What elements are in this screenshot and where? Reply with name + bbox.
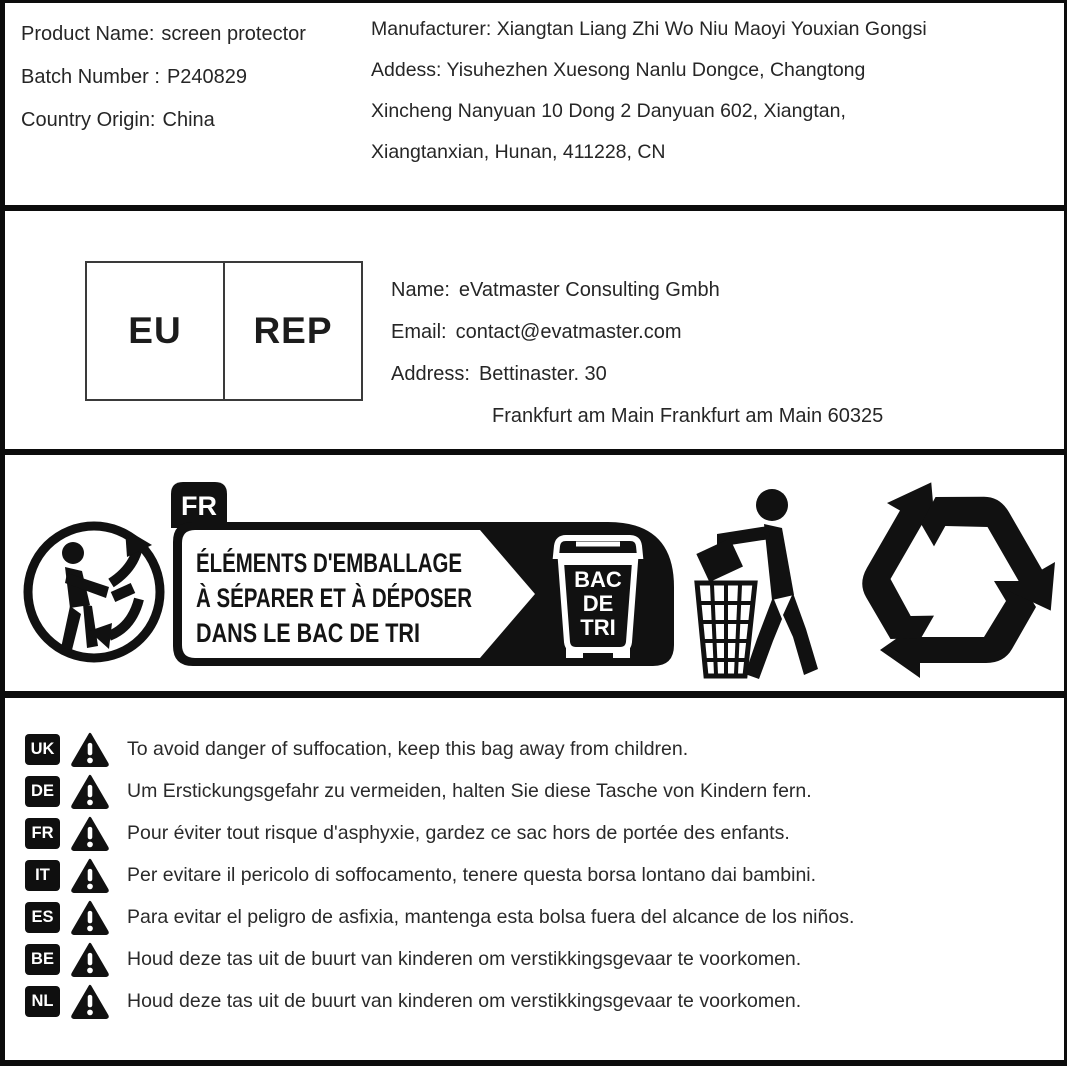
batch-number-label: Batch Number : [21,66,160,88]
section-recycling [5,455,1064,698]
lang-badge-fr: FR [25,818,60,849]
lang-badge-es: ES [25,902,60,933]
lang-badge-it: IT [25,860,60,891]
product-fields [21,13,306,142]
manufacturer-line-4: Xiangtanxian, Hunan, 411228, CN [371,141,666,163]
rep-email-label: Email: [391,321,447,343]
warning-text-de: Um Erstickungsgefahr zu vermeiden, halten Sie diese Tasche von Kindern fern. [127,779,812,802]
batch-number-value: P240829 [166,66,248,88]
warning-row-nl [5,980,1064,1022]
eu-rep-badge-left: EU [87,263,225,399]
rep-name-label: Name: [391,279,450,301]
info-tri-banner [168,482,680,674]
product-name-label: Product Name: [21,23,155,45]
rep-name-row [391,269,883,311]
product-name-row [21,13,306,56]
lang-badge-uk: UK [25,734,60,765]
recycling-mobius-icon [850,477,1058,685]
warning-text-fr: Pour éviter tout risque d'asphyxie, gardez ce sac hors de portée des enfants. [127,821,790,844]
warning-row-it [5,854,1064,896]
warning-triangle-icon [71,900,109,935]
bin-line-3: TRI [580,615,616,640]
warning-row-uk [5,728,1064,770]
banner-line-1: ÉLÉMENTS D'EMBALLAGE [196,548,548,578]
batch-number-row [21,56,306,99]
lang-badge-be: BE [25,944,60,975]
banner-line-3: DANS LE BAC DE TRI [196,618,420,648]
rep-address-label: Address: [391,363,470,385]
manufacturer-block [371,9,927,173]
rep-email-value: contact@evatmaster.com [455,321,682,343]
country-origin-row [21,99,306,142]
bin-line-1: BAC [574,567,622,592]
rep-email-row [391,311,883,353]
warning-row-fr [5,812,1064,854]
warning-text-nl: Houd deze tas uit de buurt van kinderen om verstikkingsgevaar te voorkomen. [127,989,802,1012]
country-origin-value: China [162,109,215,131]
product-name-value: screen protector [161,23,306,45]
rep-address-value: Bettinaster. 30 [478,363,607,385]
rep-name-value: eVatmaster Consulting Gmbh [458,279,720,301]
warning-text-be: Houd deze tas uit de buurt van kinderen om verstikkingsgevaar te voorkomen. [127,947,802,970]
triman-icon [21,487,169,687]
manufacturer-line-3: Xincheng Nanyuan 10 Dong 2 Danyuan 602, Xiangtan, [371,100,846,122]
banner-line-2: À SÉPARER ET À DÉPOSER [196,583,561,613]
warning-row-be [5,938,1064,980]
eu-rep-badge-right: REP [253,310,333,351]
warning-triangle-icon [71,858,109,893]
warning-row-es [5,896,1064,938]
warning-triangle-icon [71,942,109,977]
country-origin-label: Country Origin: [21,109,156,131]
eu-rep-badge [85,261,363,401]
warning-list [5,728,1064,1022]
manufacturer-line-1: Manufacturer: Xiangtan Liang Zhi Wo Niu Maoyi Youxian Gongsi [371,18,927,40]
warning-triangle-icon [71,774,109,809]
section-product-info [5,3,1064,211]
manufacturer-line-2: Addess: Yisuhezhen Xuesong Nanlu Dongce, Changtong [371,59,866,81]
fr-tag-label: FR [181,491,217,521]
lang-badge-nl: NL [25,986,60,1017]
warning-text-es: Para evitar el peligro de asfixia, mantenga esta bolsa fuera del alcance de los niños. [127,905,855,928]
lang-badge-de: DE [25,776,60,807]
warning-text-it: Per evitare il pericolo di soffocamento, tenere questa borsa lontano dai bambini. [127,863,817,886]
rep-address-row [391,353,883,395]
section-eu-rep [5,211,1064,455]
section-warnings [5,698,1064,1047]
warning-row-de [5,770,1064,812]
rep-address-line2: Frankfurt am Main Frankfurt am Main 60325 [492,405,884,427]
bin-line-2: DE [582,591,614,616]
warning-triangle-icon [71,816,109,851]
warning-text-uk: To avoid danger of suffocation, keep this bag away from children. [127,737,689,760]
warning-triangle-icon [71,984,109,1019]
warning-triangle-icon [71,732,109,767]
tidy-man-icon [693,467,863,685]
eu-rep-contact [391,269,883,437]
